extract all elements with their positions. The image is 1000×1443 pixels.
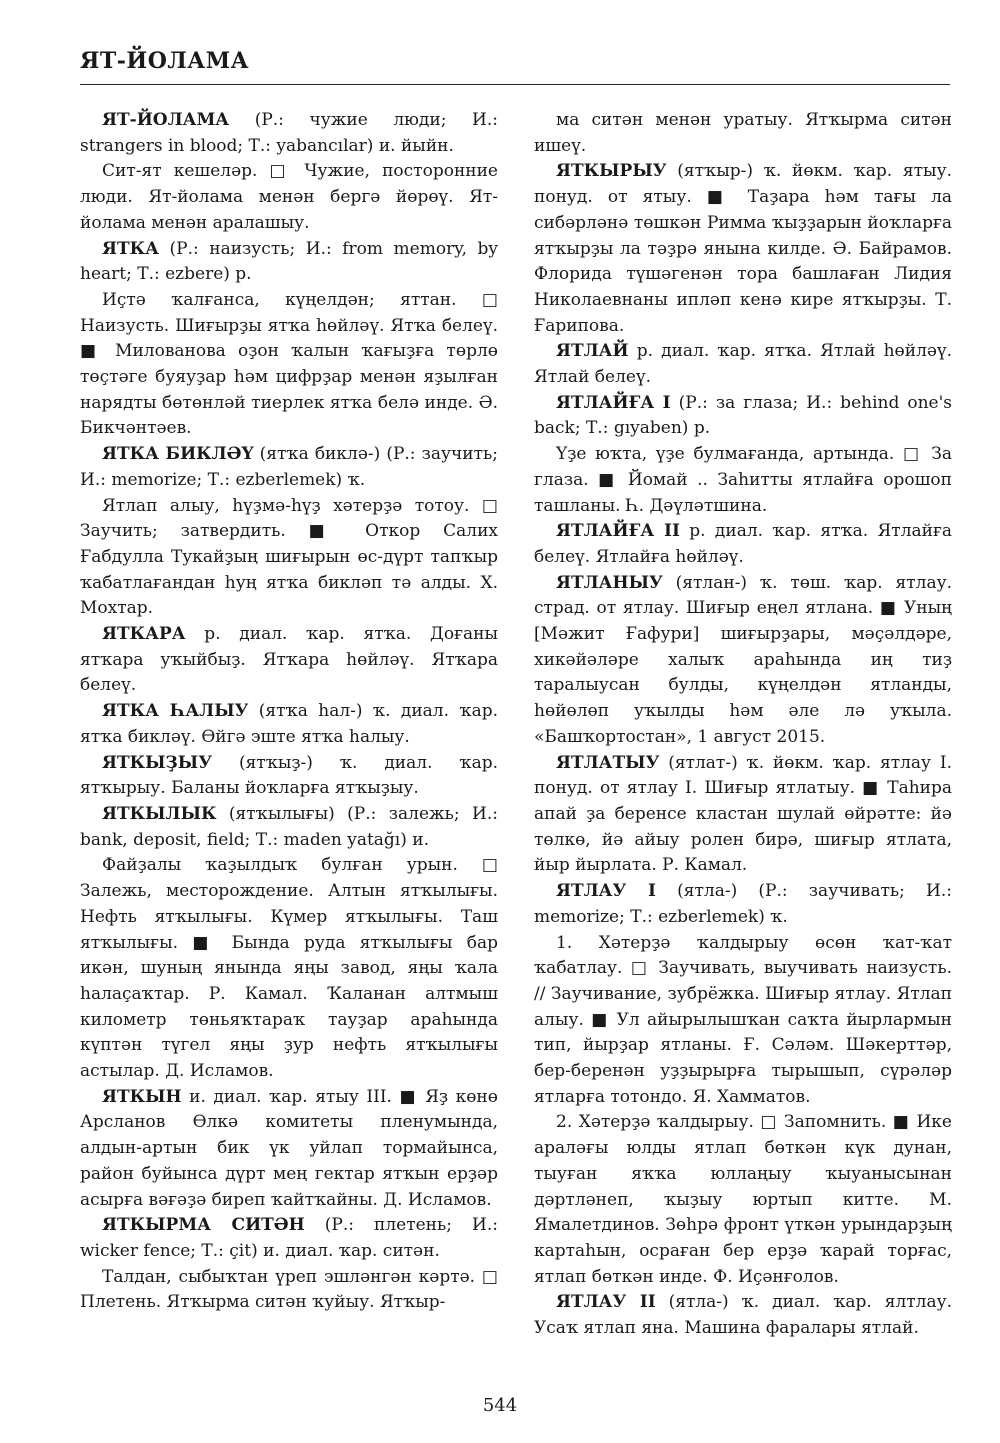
dictionary-entry: [80, 237, 498, 288]
entry-text: Иҫтә ҡалғанса, күңелдән; яттан. □ Наизусть. Шиғырҙы ятҡа һөйләү. Ятҡа белеү. ■ Милованова оҙон ҡалын ҡағыҙға төрлө төҫтәге буяуҙар һәм цифрҙар менән яҙылған нарядты бөтөнләй тиерлек ятҡа белә инде. Ә. Бикчәнтәев.: [80, 289, 498, 439]
entry-definition: [534, 442, 952, 519]
headword: ЯТЛАНЫУ: [556, 572, 663, 593]
right-column: [534, 108, 952, 1342]
entry-text: 1. Хәтерҙә ҡалдырыу өсөн ҡат-ҡат ҡабатлау. □ Заучивать, выучивать наизусть. // Заучивание, зубрёжка. Шиғыр ятлау. Ятлап алыу. ■ Ул айырылышҡан саҡта йырлармын тип, йырҙар ятланы. Ғ. Сәләм. Шәкерттәр, бер-беренән уҙҙырырға тырышып, сүрәләр ятларға тотондо. Я. Хамматов.: [534, 932, 952, 1107]
entry-definition: [80, 159, 498, 236]
dictionary-entry: [534, 519, 952, 570]
entry-definition: [534, 108, 952, 159]
entry-text: (ятҡа һал-) ҡ. диал. ҡар. ятҡа бикләү. Өйгә эште ятҡа һалыу.: [80, 701, 498, 747]
dictionary-entry: [534, 339, 952, 390]
entry-text: и. диал. ҡар. ятыу III. ■ Яҙ көнө Арсланов Өлкә комитеты пленумында, алдын-артын бик үк уйлап тормайынса, район буйынса дүрт мең гектар ятҡын ерҙәр асырға вәғәҙә биреп ҡайтҡайны. Д. Исламов.: [80, 1086, 498, 1210]
headword: ЯТ-ЙОЛАМА: [102, 110, 230, 130]
headword: ЯТКЫРЫУ: [556, 161, 667, 182]
entry-text: Талдан, сыбыҡтан үреп эшләнгән кәртә. □ Плетень. Ятҡырма ситән ҡуйыу. Ятҡыр-: [80, 1266, 498, 1313]
page-number: 544: [482, 1395, 518, 1416]
dictionary-entry: [534, 391, 952, 442]
dictionary-entry: [534, 1290, 952, 1341]
entry-text: р. диал. ҡар. ятҡа. Ятлай һөйләү. Ятлай белеү.: [534, 341, 952, 388]
header-rule: [80, 84, 950, 85]
entry-text: (ятлан-) ҡ. төш. ҡар. ятлау. страд. от ятлау. Шиғыр еңел ятлана. ■ Уның [Мәжит Ғафури] шиғырҙары, мәҫәлдәре, хикәйәләре халыҡ араһында иң тиҙ таралыусан булды, күңелдән ятланды, һөйөлөп уҡылды һәм әле лә уҡыла. «Башҡортостан», 1 август 2015.: [534, 572, 952, 747]
entry-text: Файҙалы ҡаҙылдыҡ булған урын. □ Залежь, месторождение. Алтын ятҡылығы. Нефть ятҡылығы. Күмер ятҡылығы. Таш ятҡылығы. ■ Бында руда ятҡылығы бар икән, шуның янында яңы завод, яңы ҡала һалаҫаҡтар. Р. Камал. Ҡаланан алтмыш километр төньяҡтараҡ тауҙар араһында күптән түгел яңы ҙур нефть ятҡылығы астылар. Д. Исламов.: [80, 855, 498, 1082]
headword: ЯТКЫРМА СИТӘН: [102, 1215, 305, 1236]
dictionary-entry: [80, 442, 498, 493]
headword: ЯТЛАЙҒА I: [556, 392, 671, 413]
dictionary-entry: [534, 751, 952, 880]
entry-definition: [534, 1110, 952, 1290]
entry-definition: [80, 1265, 498, 1316]
entry-text: (ятла-) ҡ. диал. ҡар. ялтлау. Усаҡ ятлап яна. Машина фаралары ятлай.: [534, 1292, 952, 1339]
entry-text: (Р.: наизусть; И.: from memory, by heart; Т.: ezbere) р.: [80, 238, 498, 285]
headword: ЯТКА: [102, 238, 159, 259]
entry-text: (ятлат-) ҡ. йөкм. ҡар. ятлау I. понуд. от ятлау I. Шиғыр ятлатыу. ■ Таһира апай ҙа беренсе кластан шулай өйрәтте: йә төлкө, йә айыу ролен бирә, шиғыр ятлата, йыр йырлата. Р. Камал.: [534, 752, 952, 876]
headword: ЯТКЫҘЫУ: [102, 752, 213, 773]
headword: ЯТЛАЙҒА II: [556, 521, 680, 542]
entry-text: р. диал. ҡар. ятҡа. Ятлайға белеү. Ятлайға һөйләү.: [534, 521, 952, 567]
left-column: [80, 108, 498, 1316]
dictionary-entry: [534, 879, 952, 930]
dictionary-entry: [80, 622, 498, 699]
entry-text: ма ситән менән уратыу. Ятҡырма ситән ишеү.: [534, 110, 952, 156]
entry-text: Ятлап алыу, һүҙмә-һүҙ хәтерҙә тотоу. □ Заучить; затвердить. ■ Откор Салих Ғабдулла Тукайҙың шиғырын өс-дүрт тапҡыр ҡабатлағандан һуң ятҡа биклəп тә алды. Х. Мохтар.: [80, 495, 498, 619]
headword: ЯТЛАЙ: [556, 341, 629, 362]
entry-text: (Р.: плетень; И.: wicker fence; Т.: çit) и. диал. ҡар. ситән.: [80, 1215, 499, 1261]
entry-text: 2. Хәтерҙә ҡалдырыу. □ Запомнить. ■ Ике араләғы юлды ятлап бөткән күк дунан, тыуған яҡҡа юллаңыу ҡыуанысынан дәртләнеп, ҡыҙыу юртып китте. М. Ямалетдинов. Зөһрә фронт үткән урындарҙың картаһын, осраған бер ерҙә ҡарай торғас, ятлап бөткән инде. Ф. Иҫәнғолов.: [534, 1112, 952, 1287]
headword: ЯТКА БИКЛӘҮ: [102, 444, 254, 465]
headword: ЯТКЫЛЫК: [102, 803, 217, 824]
entry-definition: [80, 853, 498, 1084]
entry-definition: [80, 288, 498, 442]
entry-definition: [534, 931, 952, 1111]
headword: ЯТКЫН: [102, 1086, 182, 1107]
entry-text: Сит-ят кешеләр. □ Чужие, посторонние люди. Ят-йолама менән бергә йөрөү. Ят-йолама менән аралашыу.: [80, 161, 498, 233]
dictionary-entry: [80, 1085, 498, 1214]
entry-text: р. диал. ҡар. ятҡа. Доғаны ятҡара уҡыйбыҙ. Ятҡара һөйләү. Ятҡара белеү.: [80, 624, 498, 696]
headword: ЯТКАРА: [102, 624, 186, 645]
dictionary-entry: [80, 751, 498, 802]
entry-text: (ятҡа биклә-) (Р.: заучить; И.: memorize; Т.: ezberlemek) ҡ.: [80, 444, 498, 490]
headword: ЯТЛАТЫУ: [556, 752, 660, 773]
headword: ЯТЛАУ II: [556, 1292, 656, 1313]
entry-text: (ятҡыр-) ҡ. йөкм. ҡар. ятыу. понуд. от ятыу. ■ Таҙара һәм тағы ла сибәрләнә төшкән Римма ҡыҙҙарын йоҡларға ятҡырҙы ла тәҙрә янына килде. Ә. Байрамов. Флорида түшәгенән тора башлаған Лидия Николаевнаны иплəп кенә кире ятҡырҙы. Т. Ғарипова.: [534, 161, 952, 336]
entry-text: (Р.: чужие люди; И.: strangers in blood; Т.: yabancılar) и. йыйн.: [80, 110, 498, 156]
headword: ЯТКА ҺАЛЫУ: [102, 701, 249, 722]
entry-text: (ятҡыҙ-) ҡ. диал. ҡар. ятҡырыу. Баланы йоҡларға ятҡыҙыу.: [80, 752, 498, 799]
entry-definition: [80, 494, 498, 623]
entry-text: (Р.: за глаза; И.: behind one's back; Т.: gıyaben) р.: [534, 392, 952, 439]
dictionary-entry: [534, 159, 952, 339]
dictionary-entry: [80, 699, 498, 750]
dictionary-entry: [534, 571, 952, 751]
headword: ЯТЛАУ I: [556, 881, 656, 902]
running-header: ЯТ-ЙОЛАМА: [80, 48, 249, 74]
dictionary-entry: [80, 108, 498, 159]
entry-text: (ятҡылығы) (Р.: залежь; И.: bank, deposit, field; Т.: maden yatağı) и.: [80, 803, 498, 850]
dictionary-entry: [80, 1213, 498, 1264]
entry-text: (ятла-) (Р.: заучивать; И.: memorize; Т.: ezberlemek) ҡ.: [534, 881, 953, 927]
dictionary-entry: [80, 802, 498, 853]
entry-text: Үҙе юҡта, үҙе булмағанда, артында. □ За глаза. ■ Йомай .. Заһитты ятлайға орошоп ташланы. Һ. Дәүләтшина.: [534, 444, 952, 516]
